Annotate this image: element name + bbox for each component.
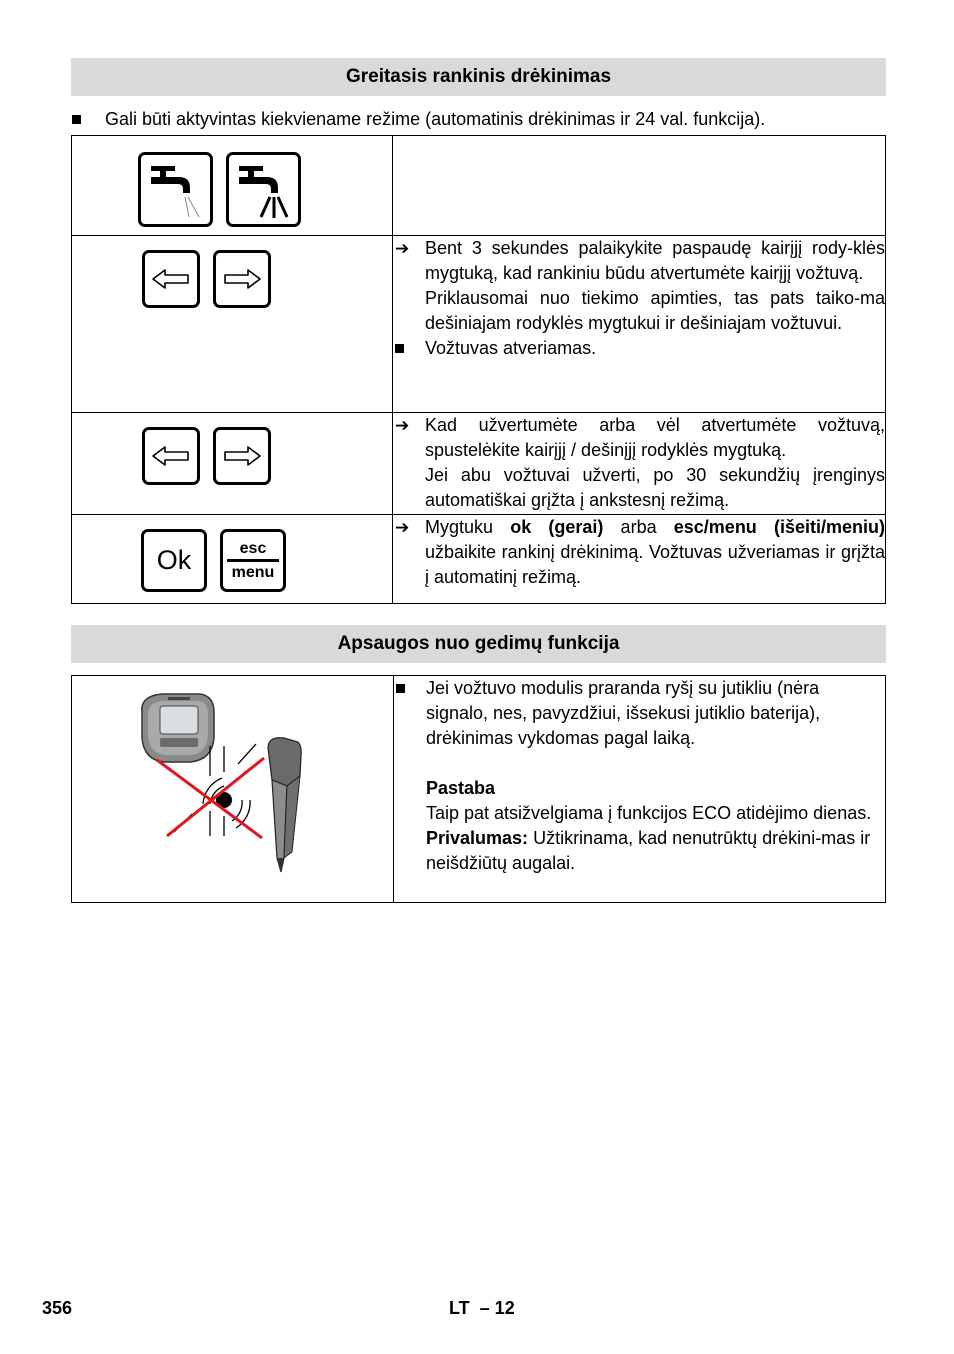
arrow-keys-cell xyxy=(72,236,393,413)
tap-icons-cell xyxy=(72,136,393,236)
arrow-bullet-icon: ➔ xyxy=(395,416,410,435)
table-row xyxy=(72,676,886,903)
advantage-label: Privalumas: xyxy=(426,828,529,848)
instruction-text: Bent 3 sekundes palaikykite paspaudę kairįjį rody-klės mygtuką, kad rankiniu būdu atvertumėte kairįjį vožtuvą. xyxy=(425,238,885,283)
intro-text: Gali būti aktyvintas kiekviename režime (automatinis drėkinimas ir 24 val. funkcija). xyxy=(105,109,766,129)
list-item xyxy=(393,336,885,361)
square-bullet-icon xyxy=(72,115,81,124)
list-item xyxy=(393,236,885,336)
table-row xyxy=(72,236,886,413)
esc-menu-key-icon xyxy=(220,529,286,592)
list-item xyxy=(394,676,885,751)
ok-esc-keys-cell xyxy=(72,515,393,604)
failsafe-text-cell xyxy=(394,676,886,903)
note-title: Pastaba xyxy=(426,778,496,798)
soil-sensor-icon xyxy=(268,738,301,872)
arrow-bullet-icon: ➔ xyxy=(395,518,410,537)
esc-key-label: esc xyxy=(239,540,267,557)
tap-spray-icon xyxy=(226,152,301,227)
sensor-illustration-cell xyxy=(72,676,394,903)
lost-signal-illustration xyxy=(72,676,392,902)
instruction-text: Priklausomai nuo tiekimo apimties, tas pats taiko-ma dešiniajam rodyklės mygtukui ir dešiniajam vožtuvui. xyxy=(425,288,885,333)
arrow-right-icon xyxy=(213,427,271,485)
footer-language: LT – 12 xyxy=(449,1298,515,1318)
table-row xyxy=(72,136,886,236)
list-item xyxy=(393,413,885,513)
note-text: Taip pat atsižvelgiama į funkcijos ECO atidėjimo dienas. xyxy=(426,803,872,823)
advantage-text: Užtikrinama, kad nenutrūktų drėkini-mas ir neišdžiūtų augalai. xyxy=(426,828,871,873)
table-row xyxy=(72,413,886,515)
intro-bullet xyxy=(71,107,886,131)
empty-cell xyxy=(393,136,886,236)
arrow-left-icon xyxy=(142,250,200,308)
manual-watering-table xyxy=(71,135,886,604)
failsafe-table xyxy=(71,675,886,903)
section-title: Apsaugos nuo gedimų funkcija xyxy=(337,633,620,654)
instructions-cell xyxy=(393,515,886,604)
square-bullet-icon xyxy=(395,344,404,353)
result-text: Vožtuvas atveriamas. xyxy=(425,338,597,358)
section-title: Greitasis rankinis drėkinimas xyxy=(345,66,612,87)
instruction-text: Mygtuku ok (gerai) arba esc/menu (išeiti/meniu) užbaikite rankinį drėkinimą. Vožtuvas užveriamas ir grįžta į automatinį režimą. xyxy=(425,517,885,587)
arrow-keys-cell xyxy=(72,413,393,515)
square-bullet-icon xyxy=(396,684,405,693)
failsafe-description: Jei vožtuvo modulis praranda ryšį su jutikliu (nėra signalo, nes, pavyzdžiui, išsekusi jutiklio baterija), drėkinimas vykdomas pagal laiką. xyxy=(426,678,821,748)
ok-key-icon xyxy=(141,529,207,592)
instruction-text: Jei abu vožtuvai užverti, po 30 sekundžių įrenginys automatiškai grįžta į ankstesnį režimą. xyxy=(425,465,885,510)
table-row xyxy=(72,515,886,604)
list-item xyxy=(393,515,885,590)
arrow-bullet-icon: ➔ xyxy=(395,239,410,258)
instructions-cell xyxy=(393,236,886,413)
valve-module-icon xyxy=(142,694,214,762)
menu-key-label: menu xyxy=(231,564,275,581)
instructions-cell xyxy=(393,413,886,515)
arrow-left-icon xyxy=(142,427,200,485)
arrow-right-icon xyxy=(213,250,271,308)
tap-icon xyxy=(138,152,213,227)
page-number: 356 xyxy=(42,1298,73,1318)
section-heading-manual-watering xyxy=(71,58,886,96)
note-block xyxy=(394,776,885,876)
instruction-text: Kad užvertumėte arba vėl atvertumėte vožtuvą, spustelėkite kairįjį / dešinįjį rodyklės mygtuką. xyxy=(425,415,885,460)
ok-key-label: Ok xyxy=(156,545,192,575)
section-heading-failsafe xyxy=(71,625,886,663)
